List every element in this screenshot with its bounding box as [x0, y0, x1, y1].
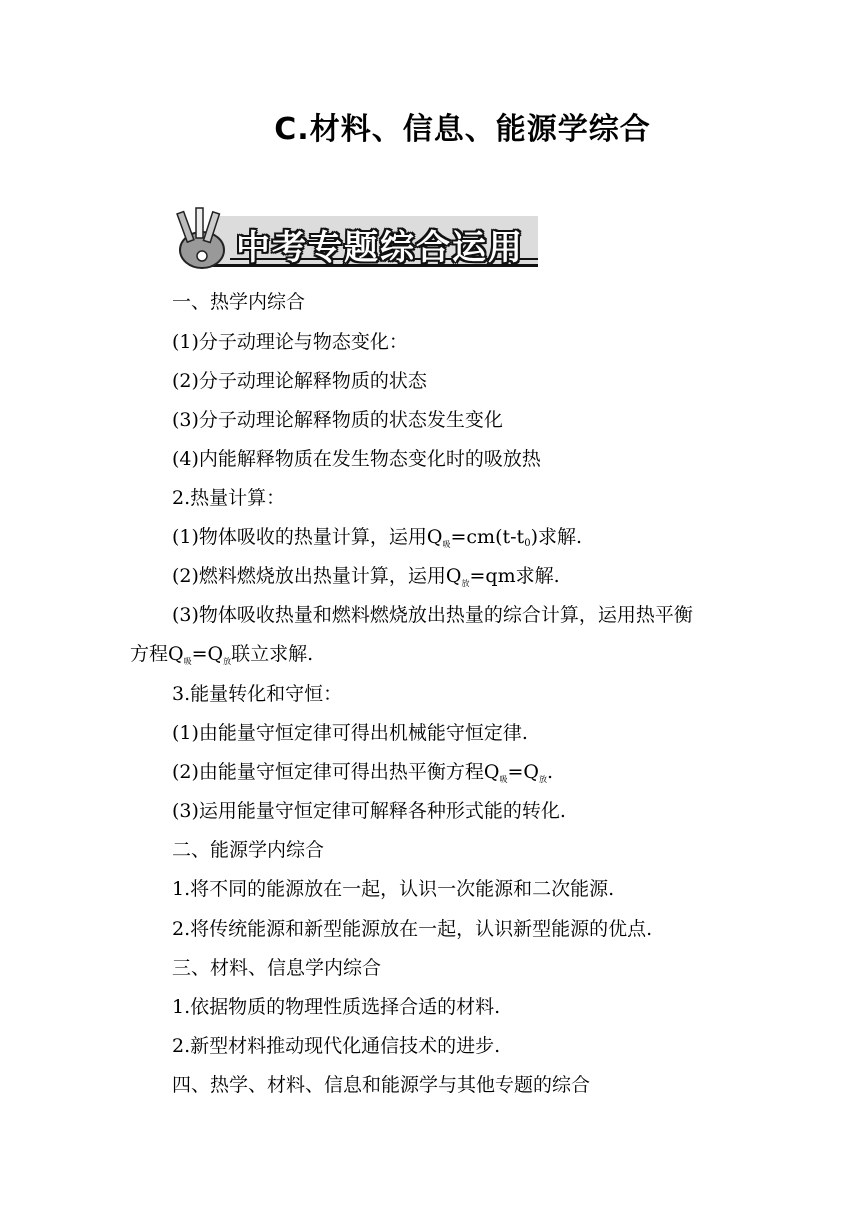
zero-subscript: 0	[524, 538, 531, 549]
line-10	[130, 642, 313, 674]
line-4: (3)分子动理论解释物质的状态发生变化	[172, 409, 503, 431]
formula-3-end: 联立求解.	[231, 643, 314, 665]
line-7-text: (1)物体吸收的热量计算，运用Q	[172, 526, 443, 548]
formula-3-mid: =Q	[191, 643, 224, 665]
page-title: C.材料、信息、能源学综合	[274, 112, 651, 147]
line-5: (4)内能解释物质在发生物态变化时的吸放热	[172, 448, 541, 470]
line-9: (3)物体吸收热量和燃料燃烧放出热量的综合计算，运用热平衡	[172, 604, 693, 626]
line-21: 四、热学、材料、信息和能源学与其他专题的综合	[172, 1074, 591, 1096]
line-17: 2.将传统能源和新型能源放在一起，认识新型能源的优点.	[172, 918, 653, 940]
line-18: 三、材料、信息学内综合	[172, 957, 382, 979]
line-3: (2)分子动理论解释物质的状态	[172, 370, 427, 392]
line-19: 1.依据物质的物理性质选择合适的材料.	[172, 996, 501, 1018]
banner-text: 中考专题综合运用	[236, 228, 524, 268]
pencil-cup-icon	[172, 206, 236, 270]
formula-2-end: =qm求解.	[469, 565, 560, 587]
formula-4-mid: =Q	[507, 761, 539, 783]
line-15: 二、能源学内综合	[172, 839, 325, 861]
formula-1-mid: =cm(t-t	[450, 526, 525, 548]
line-6: 2.热量计算：	[172, 487, 286, 509]
release-subscript: 放	[539, 775, 547, 784]
line-20: 2.新型材料推动现代化通信技术的进步.	[172, 1035, 501, 1057]
line-13-text: (2)由能量守恒定律可得出热平衡方程Q	[172, 761, 500, 783]
release-subscript: 放	[223, 657, 232, 666]
absorb-subscript: 吸	[499, 775, 508, 784]
absorb-subscript: 吸	[442, 540, 451, 549]
formula-4-end: .	[547, 761, 554, 783]
line-1: 一、热学内综合	[172, 291, 306, 313]
line-16: 1.将不同的能源放在一起，认识一次能源和二次能源.	[172, 878, 615, 900]
absorb-subscript: 吸	[183, 657, 192, 666]
release-subscript: 放	[461, 579, 470, 588]
section-banner	[172, 206, 540, 270]
line-7	[172, 525, 582, 557]
line-12: (1)由能量守恒定律可得出机械能守恒定律.	[172, 722, 528, 744]
line-8	[172, 564, 560, 596]
line-2: (1)分子动理论与物态变化：	[172, 331, 408, 353]
formula-1-end: )求解.	[530, 526, 583, 548]
line-13	[172, 760, 553, 792]
line-14: (3)运用能量守恒定律可解释各种形式能的转化.	[172, 800, 566, 822]
line-11: 3.能量转化和守恒：	[172, 683, 343, 705]
line-10-text: 方程Q	[130, 643, 184, 665]
line-8-text: (2)燃料燃烧放出热量计算，运用Q	[172, 565, 462, 587]
